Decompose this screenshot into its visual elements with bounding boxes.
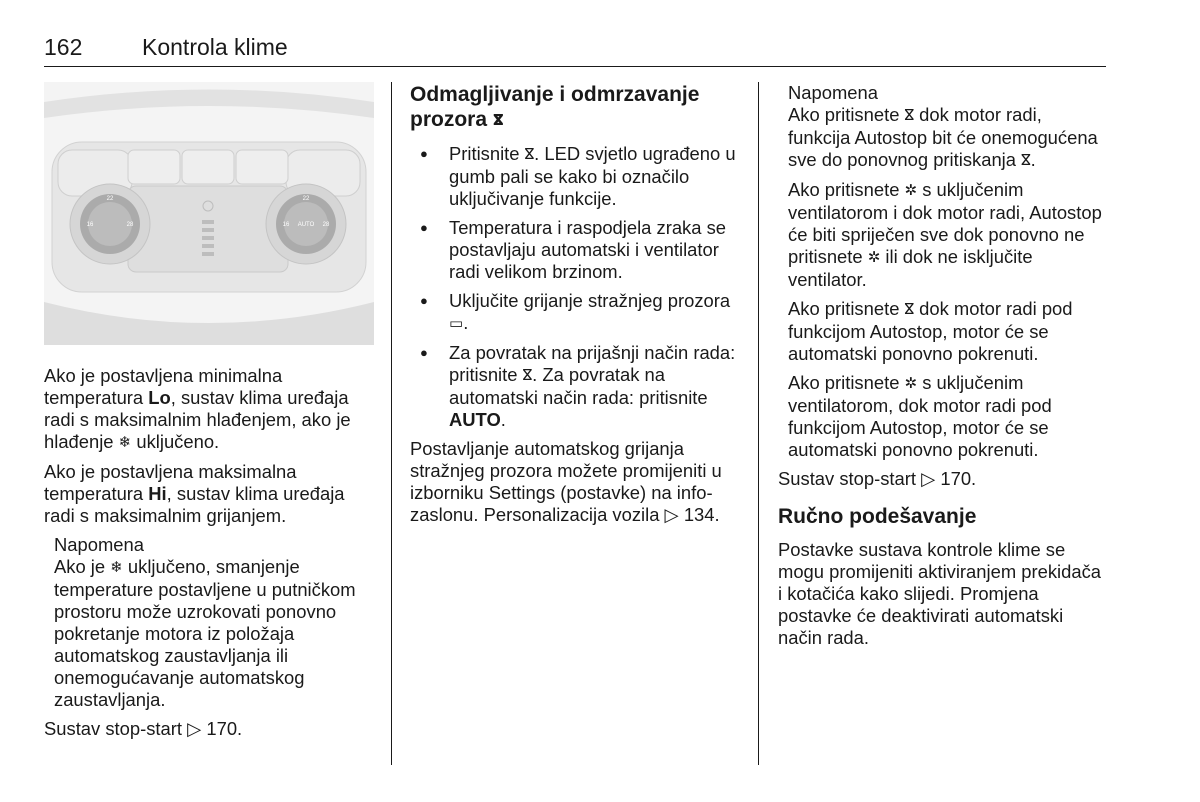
svg-text:28: 28 [322, 222, 330, 228]
column-middle [410, 82, 745, 533]
snowflake-ac-icon: ❄ [118, 434, 132, 451]
note-text: Ako pritisnete ✲ s uključenim ventilatorom, dok motor radi pod funkcijom Autostop, motor će se automatski ponovno pokrenuti. [788, 372, 1052, 460]
climate-control-panel-photo [44, 82, 374, 345]
section-heading: Odmagljivanje i odmrzavanje prozora ⴵ [410, 83, 700, 131]
column-left [44, 82, 374, 747]
svg-text:22: 22 [302, 196, 310, 202]
svg-text:28: 28 [126, 222, 134, 228]
list-item: ● Uključite grijanje stražnjeg prozora ▭. [410, 290, 745, 335]
paragraph-settings: Postavljanje automatskog grijanja stražnjeg prozora možete promijeniti u izborniku Settings (postavke) na info-zaslonu. Personalizacija vozila ▷ 134. [410, 438, 722, 525]
reference-arrow-icon: ▷ [187, 718, 202, 739]
list-item: ● Pritisnite ⴵ. LED svjetlo ugrađeno u gumb pali se kako bi označilo uključivanje funkcije. [410, 143, 745, 210]
note-text: Ako pritisnete ⴵ dok motor radi, funkcija Autostop bit će onemogućena sve do ponovnog pritiskanja ⴵ. [788, 104, 1098, 170]
page-title: Kontrola klime [142, 34, 288, 60]
column-divider [758, 82, 759, 765]
section-heading: Ručno podešavanje [778, 505, 977, 528]
windscreen-defrost-icon: ⴵ [904, 301, 915, 318]
note-text: Ako pritisnete ✲ s uključenim ventilatorom i dok motor radi, Autostop će biti spriječen sve dok ponovno ne pritisnete ✲ ili dok ne isključite ventilator. [788, 179, 1102, 290]
paragraph-max-temp: Ako je postavljena maksimalna temperatura Hi, sustav klima uređaja radi s maksimalnim grijanjem. [44, 461, 345, 526]
page-header [44, 34, 1106, 67]
fan-icon: ✲ [904, 182, 918, 199]
note-block [778, 82, 1108, 461]
paragraph-manual: Postavke sustava kontrole klime se mogu promijeniti aktiviranjem prekidača i kotačića kako slijedi. Promjena postavke će deaktivirati automatski način rada. [778, 539, 1101, 648]
note-block [44, 534, 374, 711]
column-divider [391, 82, 392, 765]
cross-reference: Sustav stop-start ▷ 170. [778, 468, 977, 489]
svg-text:16: 16 [86, 222, 94, 228]
windscreen-defrost-icon: ⴵ [522, 367, 533, 384]
windscreen-defrost-icon: ⴵ [1021, 152, 1031, 169]
page-number: 162 [44, 34, 83, 60]
reference-arrow-icon: ▷ [664, 504, 679, 525]
instruction-list [410, 143, 745, 431]
windscreen-defrost-icon: ⴵ [524, 146, 535, 163]
fan-icon: ✲ [904, 375, 918, 392]
column-right [778, 82, 1108, 656]
reference-arrow-icon: ▷ [921, 468, 936, 489]
fan-icon: ✲ [867, 249, 881, 266]
windscreen-defrost-icon: ⴵ [904, 107, 915, 124]
svg-text:AUTO: AUTO [297, 222, 315, 228]
svg-text:22: 22 [106, 196, 114, 202]
list-item: ● Za povratak na prijašnji način rada: pritisnite ⴵ. Za povratak na automatski način rada: pritisnite AUTO. [410, 342, 745, 431]
windscreen-defrost-icon: ⴵ [492, 112, 504, 129]
note-title: Napomena [54, 534, 144, 555]
list-item: ● Temperatura i raspodjela zraka se postavljaju automatski i ventilator radi velikom brzinom. [410, 217, 745, 283]
note-title: Napomena [788, 82, 878, 103]
paragraph-min-temp: Ako je postavljena minimalna temperatura Lo, sustav klima uređaja radi s maksimalnim hlađenjem, ako je hlađenje ❄ uključeno. [44, 365, 351, 452]
snowflake-ac-icon: ❄ [110, 559, 123, 576]
note-text: Ako je ❄ uključeno, smanjenje temperature postavljene u putničkom prostoru može uzrokovati ponovno pokretanje motora iz položaja automatskog zaustavljanja ili onemogućavanje automatskog zaustavljanja. [54, 556, 356, 710]
cross-reference: Sustav stop-start ▷ 170. [44, 718, 243, 739]
note-text: Ako pritisnete ⴵ dok motor radi pod funkcijom Autostop, motor će se automatski ponovno pokrenuti. [788, 298, 1073, 364]
rear-window-heating-icon: ▭ [449, 315, 464, 332]
svg-text:16: 16 [282, 222, 290, 228]
